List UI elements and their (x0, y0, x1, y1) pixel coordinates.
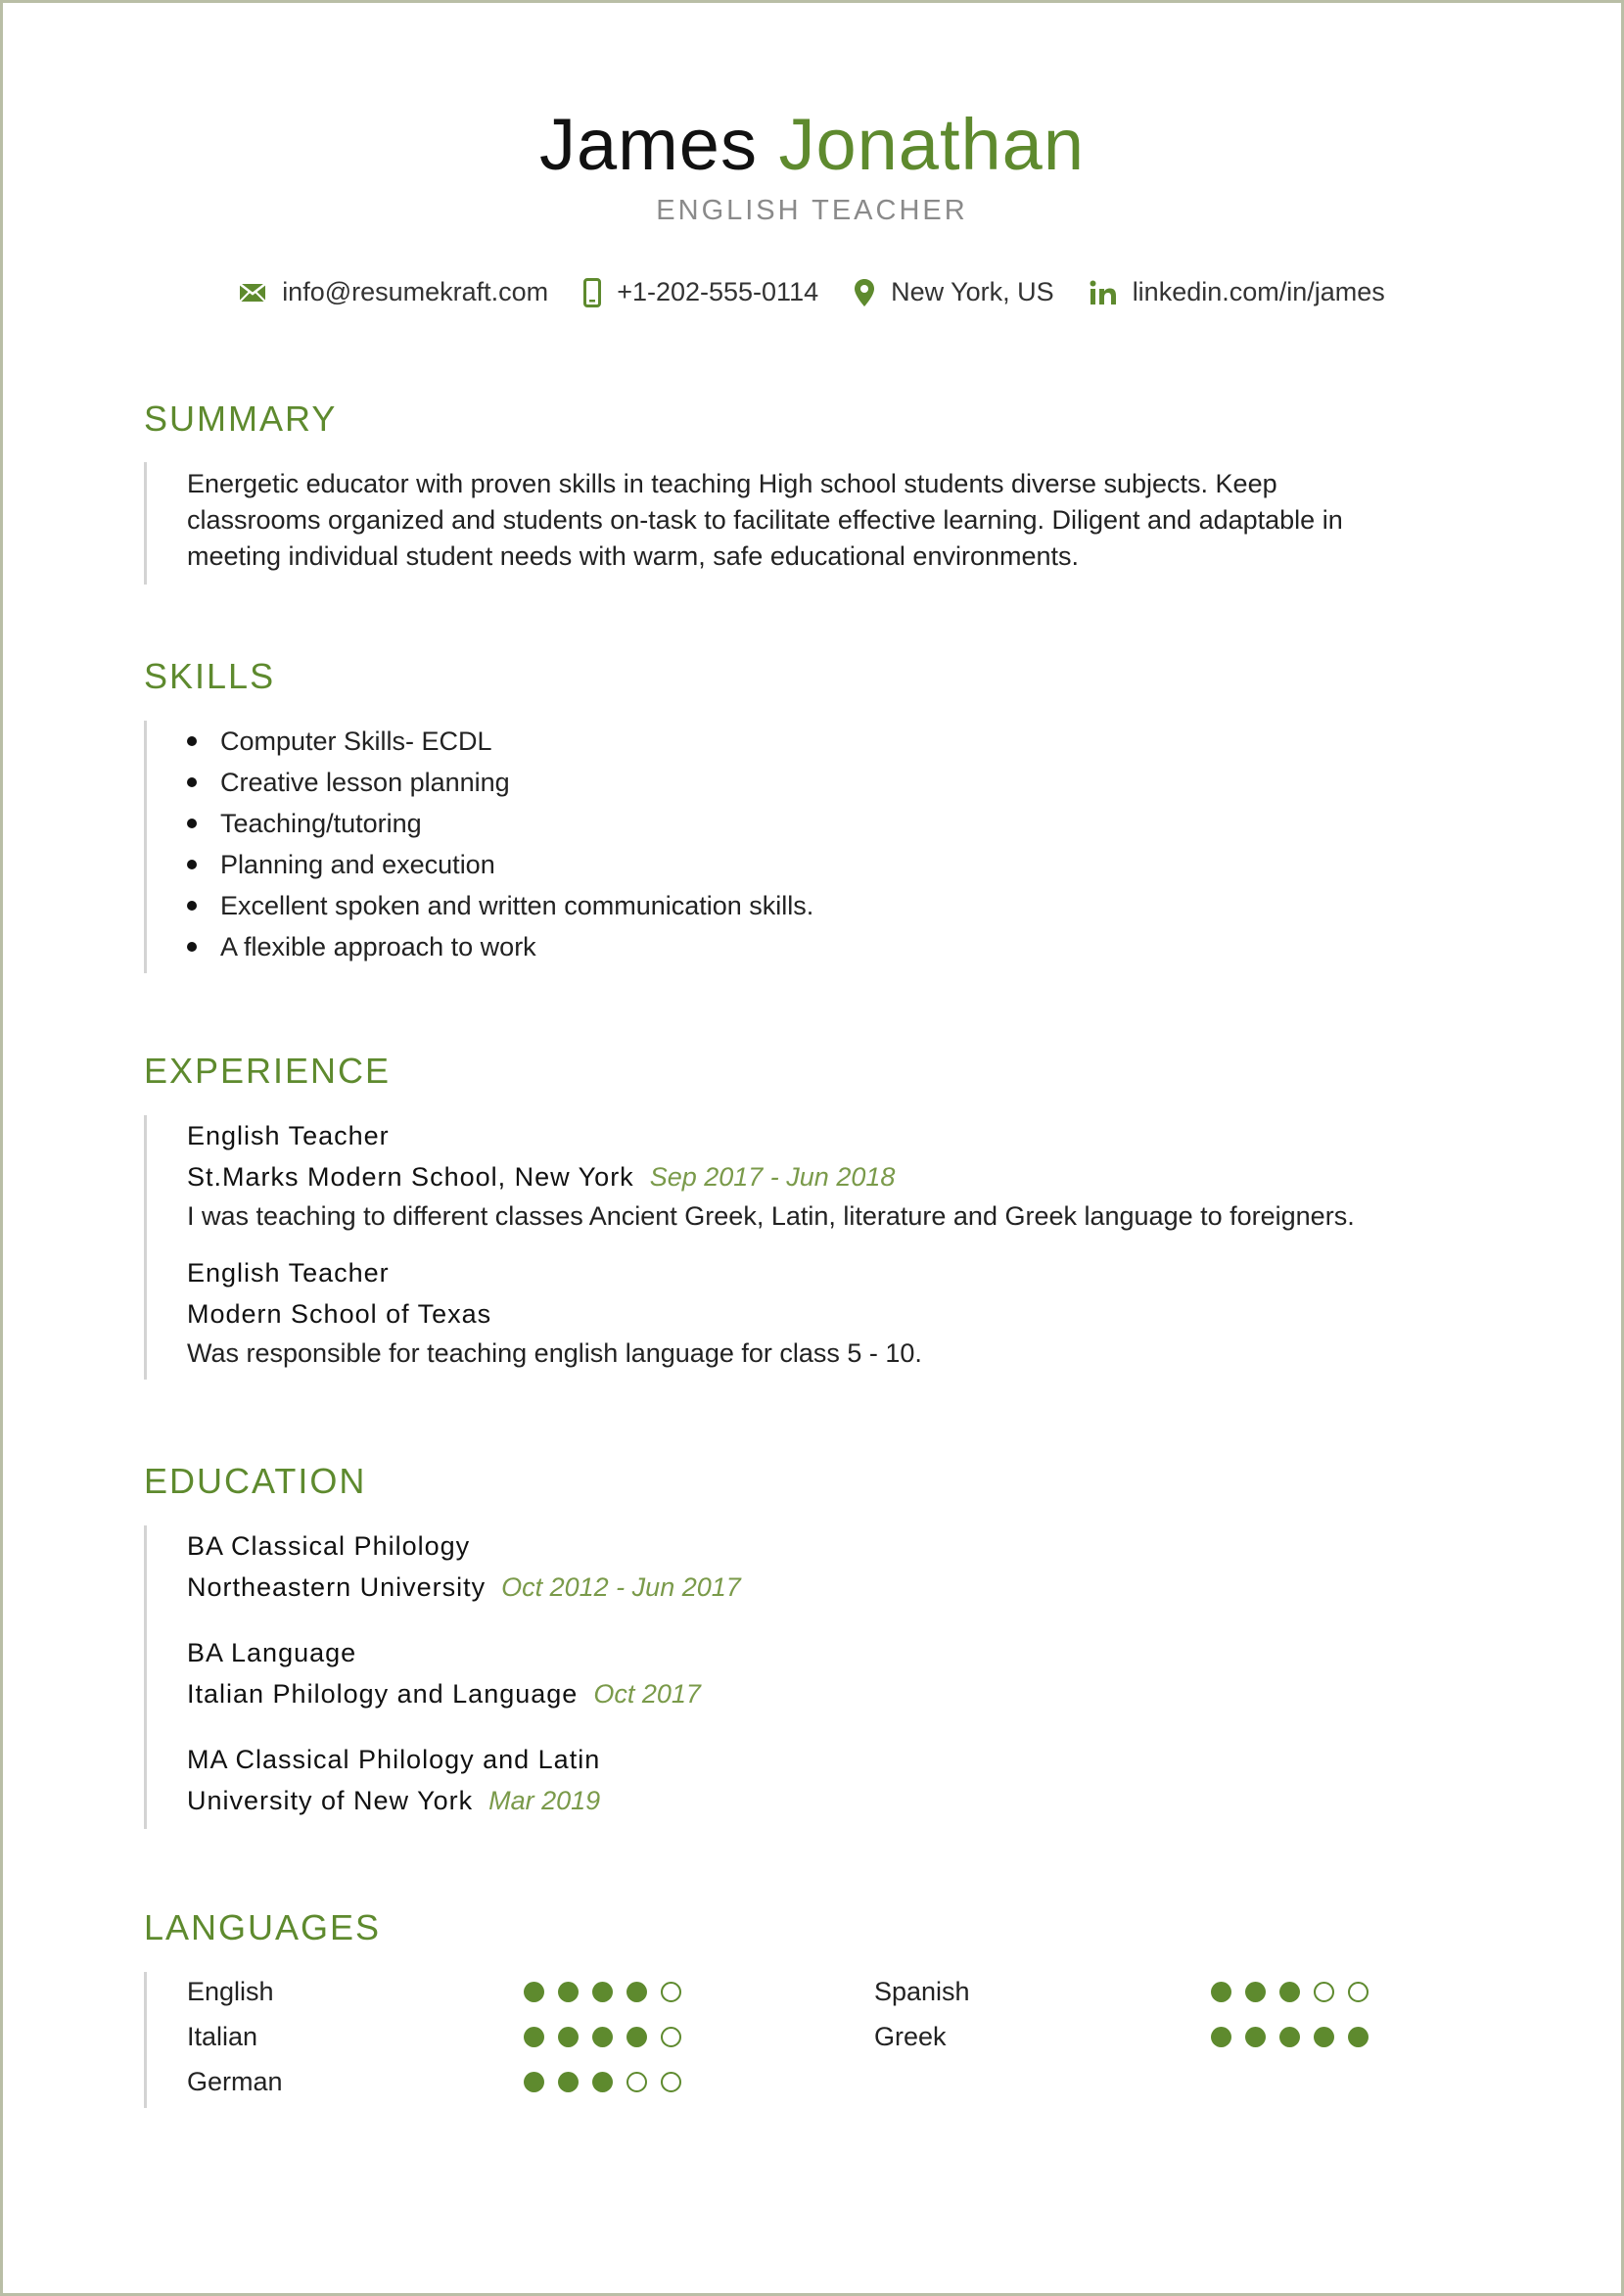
education-heading: EDUCATION (144, 1461, 367, 1501)
experience-role: English Teacher (187, 1258, 390, 1288)
education-school-line (187, 1673, 741, 1714)
education-school-line (187, 1567, 741, 1608)
language-row (874, 1972, 1369, 2011)
rating-dot-filled (626, 2027, 647, 2047)
language-rating (524, 1982, 681, 2002)
resume-page (3, 3, 1621, 2293)
location-text: New York, US (891, 277, 1054, 306)
summary-line: Energetic educator with proven skills in teaching High school students diverse subjects. Keep (187, 469, 1277, 498)
job-title: ENGLISH TEACHER (656, 195, 968, 226)
phone-text: +1-202-555-0114 (617, 277, 819, 306)
language-rating (524, 2027, 681, 2047)
education-school-line (187, 1780, 741, 1821)
language-name: Greek (874, 2021, 947, 2051)
language-rating (524, 2072, 681, 2092)
first-name: James (538, 104, 758, 185)
rating-dot-filled (592, 2072, 613, 2092)
language-name: Spanish (874, 1976, 970, 2006)
languages-section (144, 1972, 1460, 2108)
email-icon (239, 283, 266, 303)
rating-dot-filled (1348, 2027, 1369, 2047)
rating-dot-empty (1314, 1982, 1334, 2002)
rating-dot-empty (1348, 1982, 1369, 2002)
language-name: Italian (187, 2021, 258, 2051)
contact-bar (3, 277, 1621, 307)
rating-dot-filled (626, 1982, 647, 2002)
education-school: Northeastern University (187, 1572, 487, 1602)
language-row (187, 1972, 681, 2011)
contact-phone[interactable] (583, 277, 818, 307)
experience-section (144, 1115, 1355, 1380)
experience-date: Sep 2017 - Jun 2018 (649, 1162, 896, 1192)
rating-dot-filled (1245, 2027, 1266, 2047)
education-date: Mar 2019 (488, 1786, 601, 1815)
experience-org: Modern School of Texas (187, 1299, 492, 1329)
experience-org-line (187, 1156, 1355, 1197)
education-date: Oct 2017 (593, 1679, 701, 1709)
education-date: Oct 2012 - Jun 2017 (501, 1572, 741, 1602)
skills-heading: SKILLS (144, 656, 276, 696)
language-row (874, 2017, 1369, 2056)
rating-dot-filled (592, 2027, 613, 2047)
rating-dot-empty (626, 2072, 647, 2092)
skill-item: Computer Skills- ECDL (187, 721, 813, 762)
rating-dot-empty (661, 2027, 681, 2047)
languages-heading: LANGUAGES (144, 1907, 382, 1947)
education-school: Italian Philology and Language (187, 1679, 579, 1709)
rating-dot-filled (524, 2027, 544, 2047)
rating-dot-filled (1279, 2027, 1300, 2047)
experience-org: St.Marks Modern School, New York (187, 1162, 634, 1192)
location-pin-icon (854, 278, 875, 307)
skill-item: A flexible approach to work (187, 926, 813, 967)
rating-dot-filled (558, 2027, 579, 2047)
rating-dot-filled (1211, 1982, 1231, 2002)
skills-list (187, 721, 813, 967)
education-degree: BA Classical Philology (187, 1531, 471, 1561)
summary-text (187, 466, 1557, 575)
education-degree: BA Language (187, 1638, 357, 1667)
rating-dot-filled (1314, 2027, 1334, 2047)
rating-dot-filled (558, 2072, 579, 2092)
skill-item: Teaching/tutoring (187, 803, 813, 844)
contact-linkedin[interactable] (1090, 277, 1385, 307)
rating-dot-filled (558, 1982, 579, 2002)
experience-entry (187, 1115, 1355, 1235)
education-entry (187, 1632, 741, 1714)
contact-location (854, 277, 1054, 307)
skill-item: Planning and execution (187, 844, 813, 885)
rating-dot-empty (661, 1982, 681, 2002)
summary-line: meeting individual student needs with warm, safe educational environments. (187, 541, 1080, 571)
skills-section (144, 721, 813, 973)
rating-dot-filled (1211, 2027, 1231, 2047)
language-row (187, 2017, 681, 2056)
language-rating (1211, 1982, 1369, 2002)
email-text: info@resumekraft.com (282, 277, 549, 306)
candidate-name (3, 101, 1621, 189)
rating-dot-filled (1279, 1982, 1300, 2002)
experience-role: English Teacher (187, 1121, 390, 1150)
summary-section (144, 462, 1557, 585)
education-entry (187, 1739, 741, 1821)
education-entry (187, 1525, 741, 1608)
resume-header (3, 101, 1621, 227)
experience-entry (187, 1252, 1355, 1372)
phone-icon (583, 278, 601, 307)
rating-dot-filled (1245, 1982, 1266, 2002)
language-row (187, 2062, 681, 2101)
education-section (144, 1525, 741, 1829)
rating-dot-filled (592, 1982, 613, 2002)
last-name: Jonathan (778, 104, 1085, 185)
experience-description: I was teaching to different classes Ancient Greek, Latin, literature and Greek language to foreigners. (187, 1201, 1355, 1231)
summary-heading: SUMMARY (144, 398, 338, 439)
education-degree: MA Classical Philology and Latin (187, 1745, 601, 1774)
languages-grid (187, 1972, 1460, 2104)
rating-dot-filled (524, 2072, 544, 2092)
language-name: German (187, 2066, 283, 2096)
skill-item: Excellent spoken and written communication skills. (187, 885, 813, 926)
language-name: English (187, 1976, 274, 2006)
linkedin-text: linkedin.com/in/james (1132, 277, 1385, 306)
rating-dot-empty (661, 2072, 681, 2092)
experience-org-line (187, 1293, 1355, 1335)
language-rating (1211, 2027, 1369, 2047)
education-school: University of New York (187, 1786, 474, 1815)
summary-line: classrooms organized and students on-task to facilitate effective learning. Diligent and adaptable in (187, 505, 1343, 535)
experience-heading: EXPERIENCE (144, 1051, 392, 1091)
experience-description: Was responsible for teaching english language for class 5 - 10. (187, 1338, 922, 1368)
rating-dot-filled (524, 1982, 544, 2002)
contact-email[interactable] (239, 277, 548, 307)
linkedin-icon (1090, 280, 1117, 305)
skill-item: Creative lesson planning (187, 762, 813, 803)
